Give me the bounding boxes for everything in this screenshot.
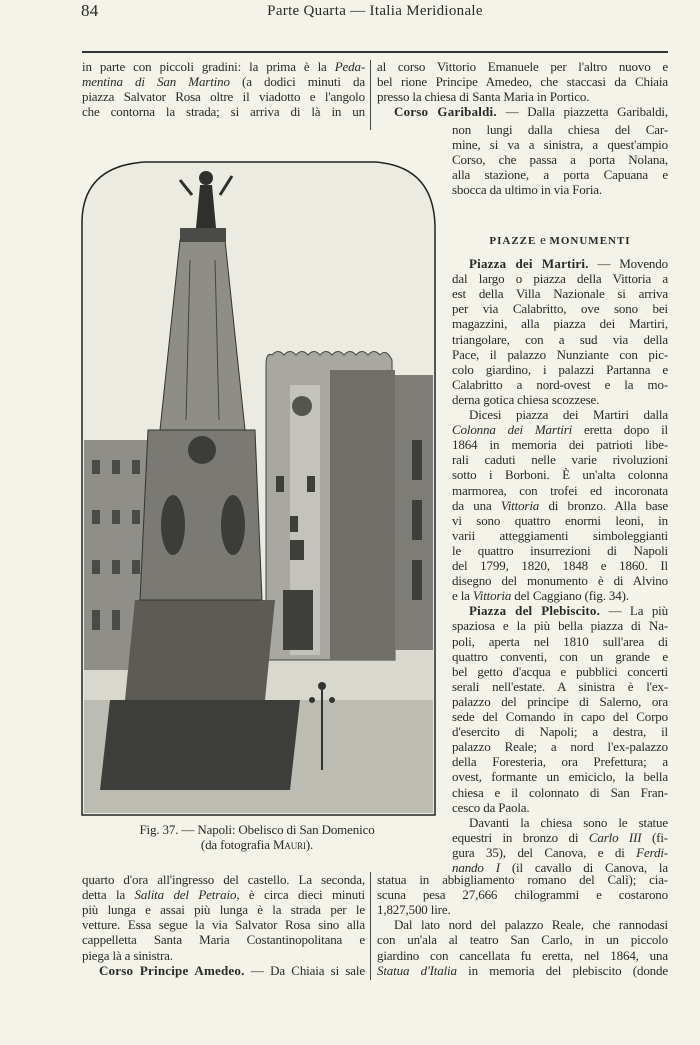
text-line bbox=[452, 347, 668, 362]
text-run: per via Calabritto, ove sono bei bbox=[452, 301, 668, 317]
text-line bbox=[452, 182, 668, 197]
text-run: — Movendo bbox=[588, 256, 668, 271]
text-line bbox=[452, 332, 668, 347]
text-run: magazzini, alla piazza dei Martiri, bbox=[452, 316, 668, 332]
text-line bbox=[377, 887, 668, 902]
text-run: scuna pesa 27,666 chilogrammi e costarono bbox=[377, 887, 668, 903]
text-line bbox=[82, 89, 365, 104]
text-line bbox=[452, 679, 668, 694]
text-run: (da fotografia bbox=[200, 837, 273, 852]
text-line bbox=[452, 362, 668, 377]
text-run: che contorna la strada; si arriva di là in un bbox=[82, 104, 365, 120]
text-line bbox=[452, 769, 668, 784]
text-run: sede del Comando in capo del Corpo bbox=[452, 709, 668, 724]
text-run: Corso, che passa a porta Nolana, bbox=[452, 152, 668, 168]
text-run: ovest, formante un emiciclo, la bella bbox=[452, 769, 668, 785]
text-run: cesco da Paola. bbox=[452, 799, 530, 815]
text-run: palazzo del principe di Salerno, ora bbox=[452, 693, 668, 709]
text-run: sotto i Borboni. È un'alta colonna bbox=[452, 467, 668, 483]
text-line bbox=[452, 467, 668, 482]
text-run: nando I bbox=[452, 860, 500, 875]
text-line bbox=[452, 603, 668, 618]
text-run: MONUMENTI bbox=[545, 235, 631, 247]
text-line bbox=[452, 588, 668, 603]
text-run: Vittoria bbox=[472, 588, 512, 604]
text-line bbox=[452, 573, 668, 588]
text-run: detta la bbox=[82, 887, 135, 903]
text-line bbox=[377, 74, 668, 89]
text-line bbox=[377, 902, 668, 917]
text-line bbox=[452, 618, 668, 633]
text-run: Peda- bbox=[334, 59, 365, 74]
text-line bbox=[82, 948, 365, 963]
text-line bbox=[452, 377, 668, 392]
text-line bbox=[452, 845, 668, 860]
text-run: eretta dopo il bbox=[572, 422, 668, 438]
text-run: Fig. 37. — Napoli: Obelisco di San Domenico bbox=[139, 822, 375, 837]
text-run: marmorea, con trofei ed incoronata bbox=[452, 482, 668, 498]
text-run: ). bbox=[305, 837, 314, 852]
text-run: Carlo III bbox=[588, 829, 642, 845]
text-line bbox=[452, 301, 668, 316]
text-run: Calabritto a nord-ovest e la mo- bbox=[452, 376, 668, 392]
text-line bbox=[377, 917, 668, 932]
text-run: cappelletta Santa Maria Costantinopolitana e bbox=[82, 932, 365, 948]
text-line bbox=[377, 963, 668, 978]
text-run: dal largo o piazza della Vittoria a bbox=[452, 271, 668, 287]
text-run: del 1799, 1820, 1848 e 1860. Il bbox=[452, 558, 668, 573]
text-run: di bronzo. Alla base bbox=[539, 497, 668, 513]
text-line bbox=[452, 724, 668, 739]
text-line bbox=[82, 963, 365, 978]
text-run: della Foresteria, ora Prefettura; a bbox=[452, 754, 668, 770]
text-line bbox=[452, 152, 668, 167]
text-run: colo giardino, i palazzi Partanna e bbox=[452, 361, 668, 377]
text-run: piega là a sinistra. bbox=[82, 947, 173, 963]
text-run: , è circa dieci minuti bbox=[236, 887, 365, 903]
text-run: 1,827,500 lire. bbox=[377, 902, 451, 918]
text-run: e bbox=[540, 232, 546, 247]
text-run: vi sono quattro enormi leoni, in bbox=[452, 512, 668, 528]
text-line bbox=[82, 74, 365, 89]
text-run: bel rione Principe Amedeo, che staccasi da Chiaia bbox=[377, 74, 668, 90]
text-line bbox=[377, 59, 668, 74]
text-run: (il cavallo di Canova, la bbox=[499, 860, 668, 875]
text-line bbox=[82, 59, 365, 74]
column-divider bbox=[370, 60, 371, 130]
text-line bbox=[452, 498, 668, 513]
text-line bbox=[452, 407, 668, 422]
run-in-heading: Piazza del Plebiscito. bbox=[469, 603, 601, 619]
text-line bbox=[377, 89, 668, 104]
text-line bbox=[377, 872, 668, 887]
text-run: quattro conventi, con un grande e bbox=[452, 648, 668, 664]
text-line bbox=[452, 528, 668, 543]
text-line bbox=[452, 256, 668, 271]
text-line bbox=[452, 437, 668, 452]
text-line bbox=[82, 104, 365, 119]
text-run: Dal lato nord del palazzo Reale, che rannodasi bbox=[394, 917, 668, 933]
text-run: Statua d'Italia bbox=[377, 962, 457, 978]
text-line bbox=[452, 122, 668, 137]
text-run: non lungi dalla chiesa del Car- bbox=[452, 122, 668, 137]
text-run: (a dodici minuti da bbox=[229, 74, 365, 90]
text-run: disegno del monumento è di Alvino bbox=[452, 573, 668, 589]
text-line bbox=[452, 694, 668, 709]
column-divider bbox=[370, 872, 371, 980]
text-line bbox=[452, 422, 668, 437]
text-run: gura 35), del Canova, e di bbox=[452, 844, 637, 860]
text-line bbox=[452, 137, 668, 152]
text-run: statua in abbigliamento romano del Calì); cia- bbox=[377, 872, 668, 887]
figure-caption bbox=[82, 822, 432, 837]
run-in-heading: Corso Principe Amedeo. bbox=[99, 962, 245, 978]
text-line bbox=[452, 558, 668, 573]
text-run: Mauri bbox=[273, 837, 306, 852]
text-line bbox=[452, 513, 668, 528]
text-line bbox=[452, 800, 668, 815]
text-run: sbocca da ultimo in via Foria. bbox=[452, 182, 603, 198]
figure-obelisk-san-domenico bbox=[80, 158, 440, 820]
text-line bbox=[452, 286, 668, 301]
text-line bbox=[452, 634, 668, 649]
text-run: in parte con piccoli gradini: la prima è la bbox=[82, 59, 335, 74]
text-run: palazzo Reale; a nord l'ex-palazzo bbox=[452, 739, 668, 755]
text-run: al corso Vittorio Emanuele per l'altro nuovo e bbox=[377, 59, 668, 74]
text-run: d'esercito di Napoli; a destra, il bbox=[452, 724, 668, 740]
text-run: poli, aperta nel 1810 sull'area di bbox=[452, 633, 668, 649]
text-run: presso la chiesa di Santa Maria in Portico. bbox=[377, 89, 590, 105]
text-run: derna gotica chiesa scozzese. bbox=[452, 391, 600, 407]
text-run: rali caduti nelle varie rivoluzioni bbox=[452, 452, 668, 468]
text-line bbox=[452, 709, 668, 724]
text-line bbox=[452, 316, 668, 331]
text-run: equestri in bronzo di bbox=[452, 829, 589, 845]
text-run: Colonna dei Martiri bbox=[452, 422, 573, 438]
text-run: bel getto d'acqua e pubblici concerti bbox=[452, 663, 668, 679]
text-line bbox=[452, 483, 668, 498]
text-line bbox=[452, 739, 668, 754]
text-run: varii atteggiamenti simboleggianti bbox=[452, 527, 668, 543]
text-line bbox=[82, 887, 365, 902]
text-line bbox=[452, 754, 668, 769]
text-run: triangolare, con a sud via della bbox=[452, 331, 668, 347]
text-line bbox=[452, 664, 668, 679]
text-run: chiesa e il colonnato di San Fran- bbox=[452, 784, 668, 800]
text-run: — Dalla piazzetta Garibaldi, bbox=[496, 104, 668, 120]
text-line bbox=[452, 815, 668, 830]
text-line bbox=[452, 271, 668, 286]
text-run: Vittoria bbox=[500, 497, 540, 513]
section-heading bbox=[452, 232, 668, 247]
text-run: (fi- bbox=[641, 829, 668, 845]
running-title: Parte Quarta — Italia Meridionale bbox=[267, 3, 483, 19]
text-run: — Da Chiaia si sale bbox=[244, 962, 365, 978]
text-line bbox=[82, 917, 365, 932]
text-run: spaziosa e la più bella piazza di Na- bbox=[452, 618, 668, 634]
text-run: vetture. Essa segue la via Salvator Rosa sino alla bbox=[82, 917, 365, 933]
text-run: e la bbox=[452, 588, 473, 604]
figure-caption bbox=[82, 837, 432, 852]
text-line bbox=[452, 649, 668, 664]
text-run: Davanti la chiesa sono le statue bbox=[469, 814, 668, 830]
text-run: in memoria del plebiscito (donde bbox=[456, 962, 668, 978]
text-line bbox=[452, 452, 668, 467]
text-run: alla stazione, a porta Capuana e bbox=[452, 167, 668, 183]
text-run: Dicesi piazza dei Martiri dalla bbox=[469, 407, 668, 422]
text-run: 1864 in memoria dei patrioti libe- bbox=[452, 437, 668, 453]
text-run: est della Villa Nazionale si arriva bbox=[452, 286, 668, 302]
text-run: mine, si va a sinistra, a quest'ampio bbox=[452, 137, 668, 153]
text-line bbox=[82, 872, 365, 887]
text-line bbox=[452, 830, 668, 845]
header-rule bbox=[82, 51, 668, 53]
text-line bbox=[82, 902, 365, 917]
text-run: piazza Salvator Rosa oltre il viadotto e l'angolo bbox=[82, 89, 365, 105]
text-run: Pace, il palazzo Nunziante con pic- bbox=[452, 346, 668, 362]
text-line bbox=[452, 392, 668, 407]
text-run: le quattro insurrezioni di Napoli bbox=[452, 542, 668, 558]
text-line bbox=[377, 948, 668, 963]
page-number: 84 bbox=[81, 1, 99, 20]
text-run: quarto d'ora all'ingresso del castello. La seconda, bbox=[82, 872, 365, 887]
text-line bbox=[377, 104, 668, 119]
text-line bbox=[82, 932, 365, 947]
text-run: del Caggiano (fig. 34). bbox=[511, 588, 629, 604]
text-run: da una bbox=[452, 497, 501, 513]
text-run: con un'ala al teatro San Carlo, in un piccolo bbox=[377, 932, 668, 948]
text-run: — La più bbox=[600, 603, 668, 619]
text-run: Ferdi- bbox=[636, 844, 668, 860]
text-line bbox=[452, 167, 668, 182]
run-in-heading: Piazza dei Martiri. bbox=[469, 256, 589, 271]
text-line bbox=[452, 785, 668, 800]
text-line bbox=[377, 932, 668, 947]
text-run: serali nell'estate. A sinistra è l'ex- bbox=[452, 678, 668, 694]
text-run: giardino con cancellata fu eretta, nel 1864, una bbox=[377, 947, 668, 963]
text-line bbox=[452, 543, 668, 558]
text-run: più lunga e assai più lunga è la strada per le bbox=[82, 902, 365, 918]
run-in-heading: Corso Garibaldi. bbox=[394, 104, 497, 120]
text-run: Salita del Petraio bbox=[134, 887, 237, 903]
text-run: PIAZZE bbox=[489, 235, 541, 247]
text-run: mentina di San Martino bbox=[82, 74, 230, 90]
